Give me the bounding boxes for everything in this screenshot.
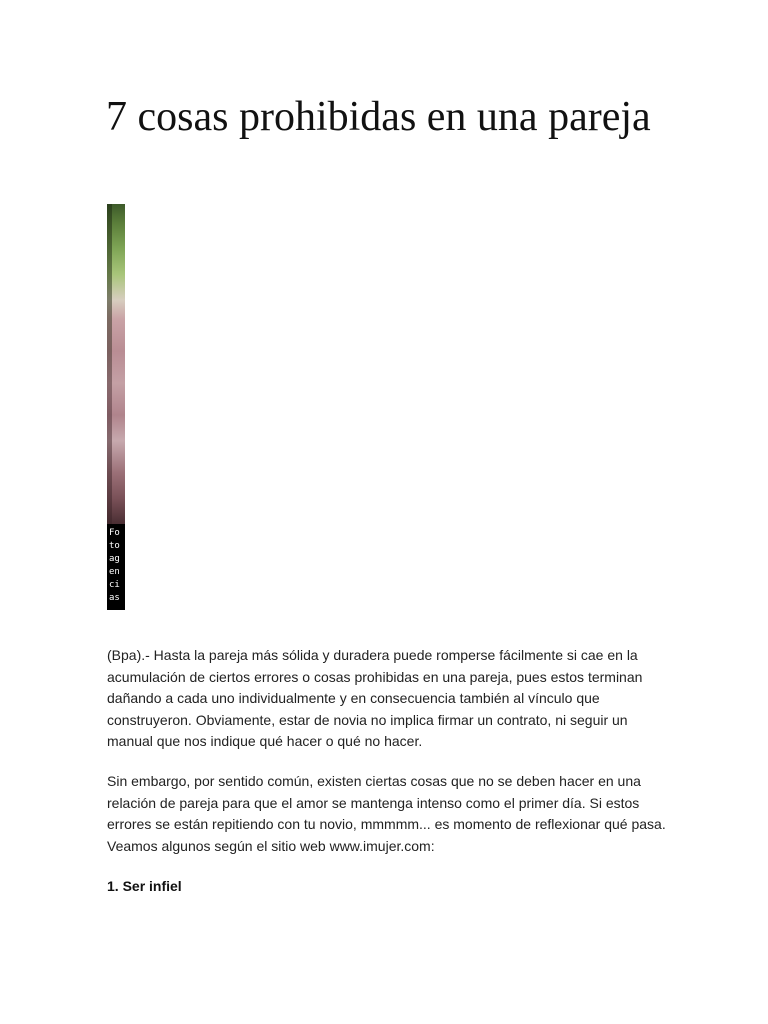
section-heading: 1. Ser infiel: [107, 878, 182, 894]
photo-caption: Fotoagencias: [107, 524, 125, 610]
photo-shade: [107, 204, 112, 524]
article-photo: [107, 204, 125, 524]
article-title: 7 cosas prohibidas en una pareja: [106, 94, 651, 140]
paragraph-second: Sin embargo, por sentido común, existen ciertas cosas que no se deben hacer en una relación de pareja para que el amor se mantenga intenso como el primer día. Si estos errores se están repitiendo con tu novio, mmmmm... es momento de reflexionar qué pasa. Veamos algunos según el sitio web www.imujer.com:: [107, 773, 666, 854]
paragraph-intro: (Bpa).- Hasta la pareja más sólida y duradera puede romperse fácilmente si cae en la acumulación de ciertos errores o cosas prohibidas en una pareja, pues estos terminan dañando a cada uno individualmente y en consecuencia también al vínculo que construyeron. Obviamente, estar de novia no implica firmar un contrato, ni seguir un manual que nos indique qué hacer o qué no hacer.: [107, 647, 643, 749]
